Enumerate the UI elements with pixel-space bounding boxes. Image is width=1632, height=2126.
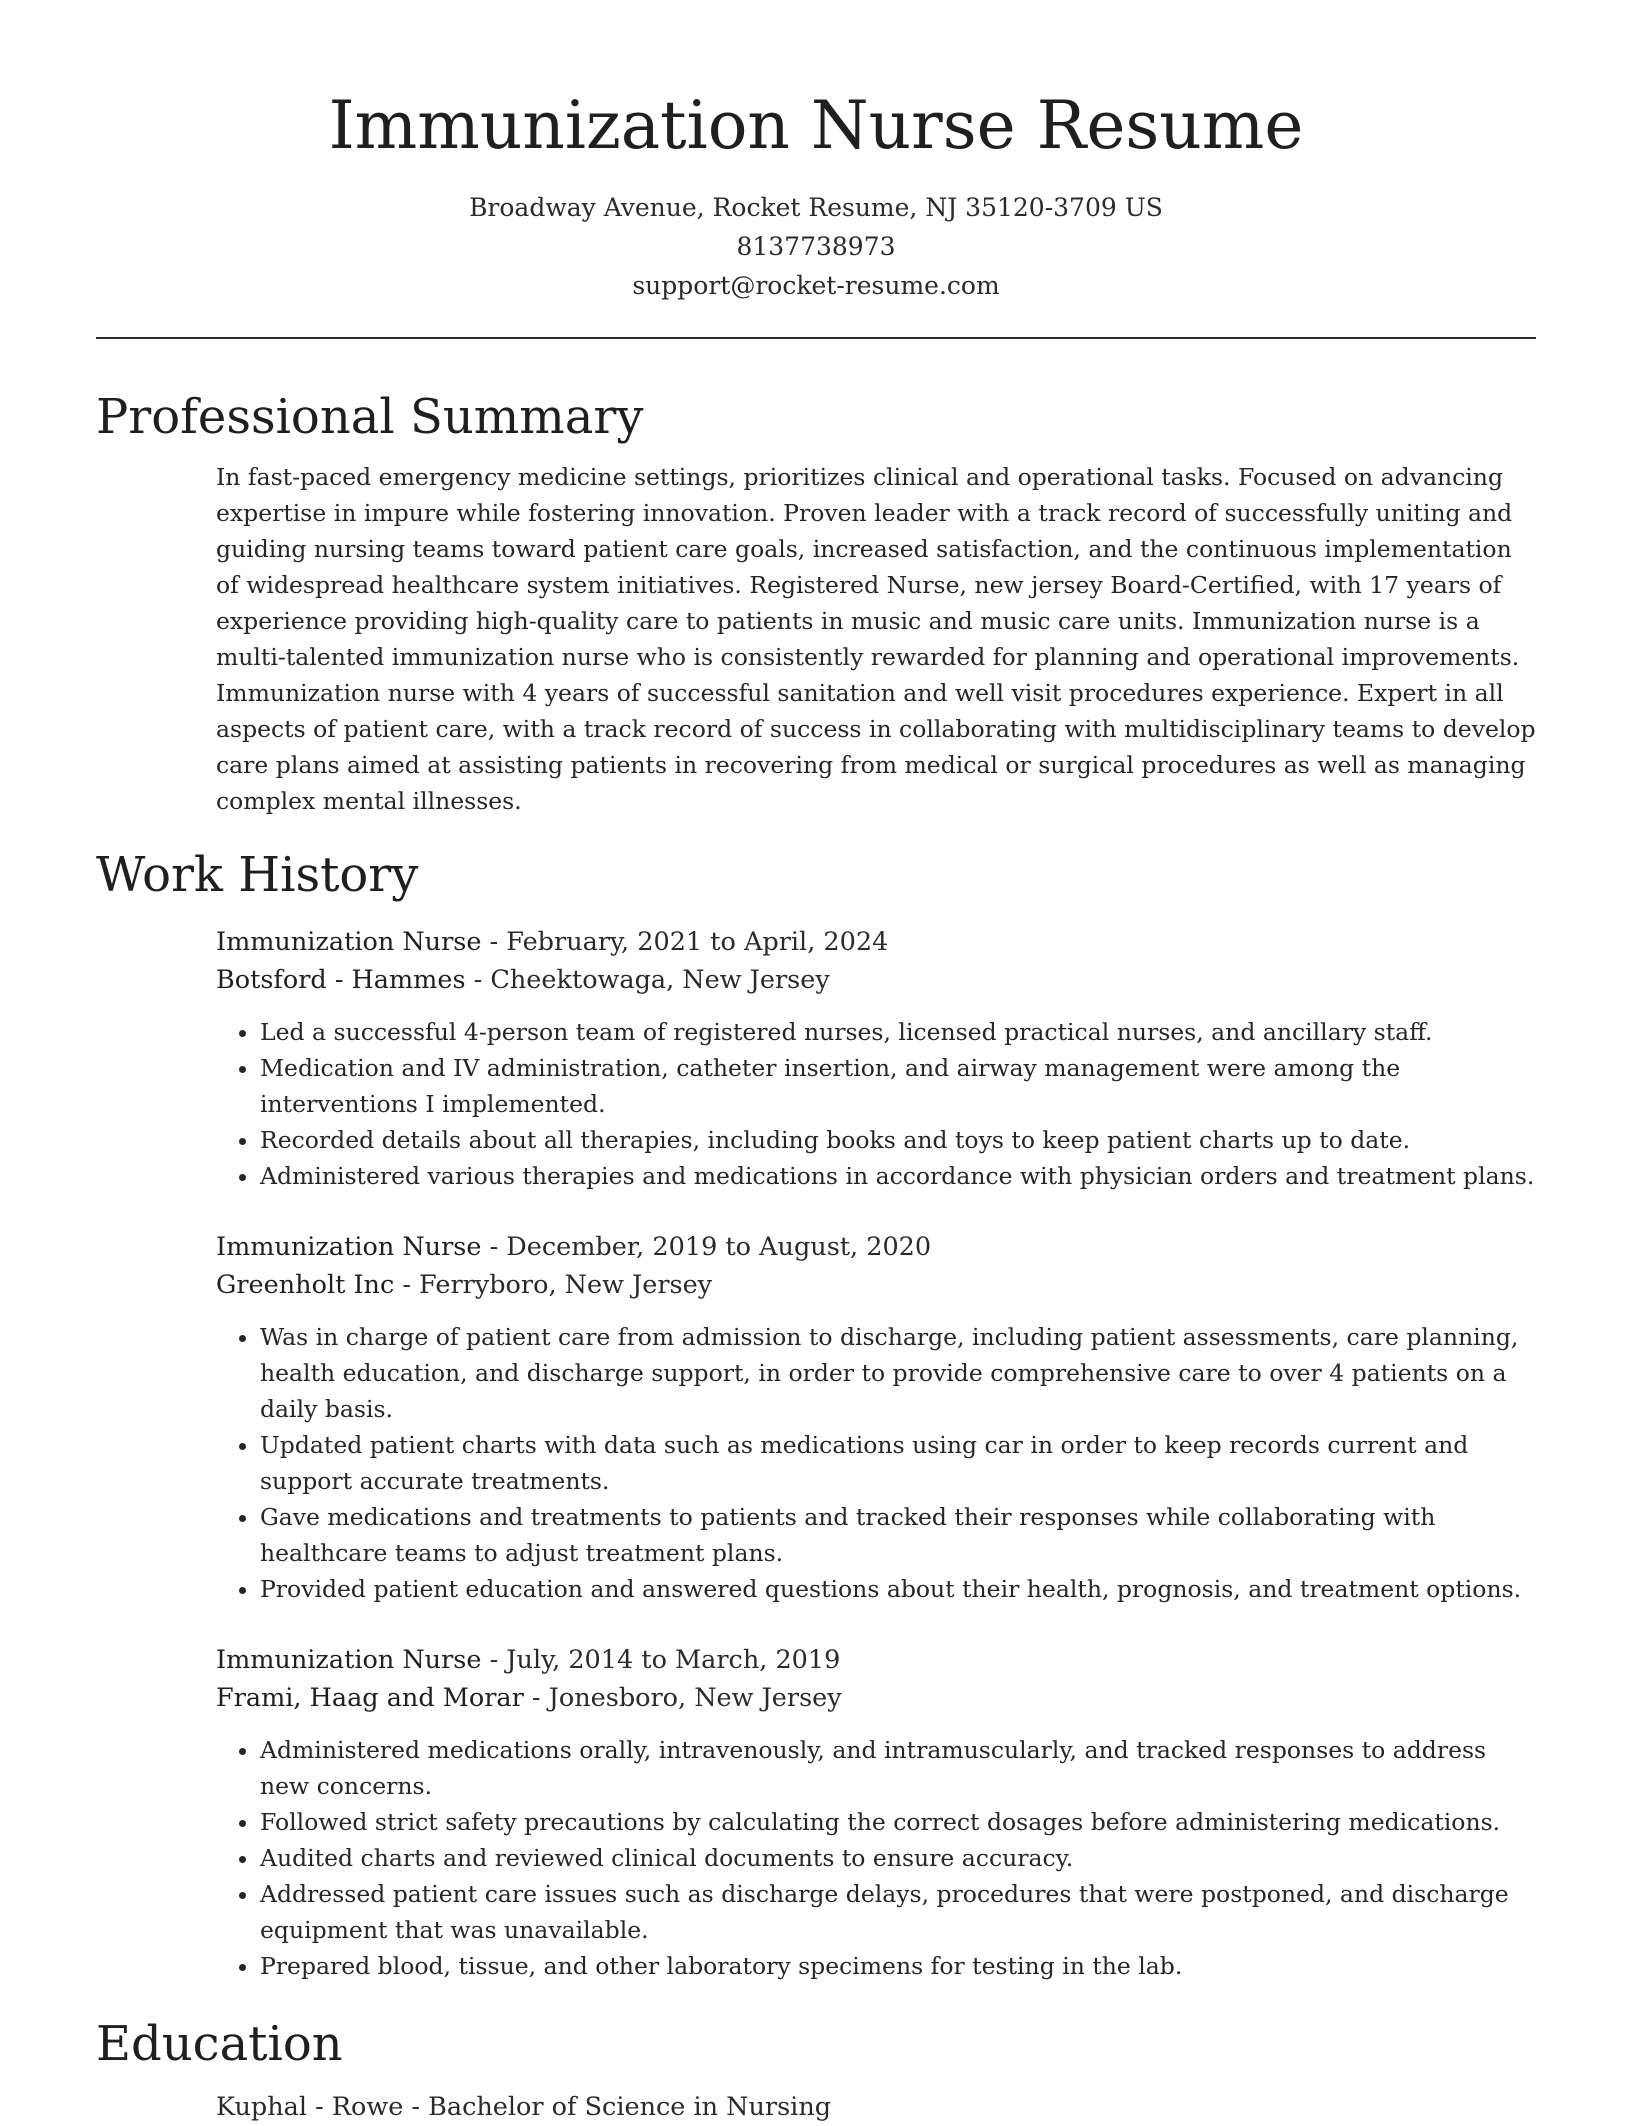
- job-company-line: [216, 961, 1536, 999]
- job-dates: - February, 2021 to April, 2024: [481, 927, 889, 957]
- contact-phone: 8137738973: [736, 232, 896, 261]
- job-entry-1: [216, 923, 1536, 1194]
- job-bullet: • Updated patient charts with data such as medications using car in order to keep records current and support accurate treatments.: [260, 1427, 1536, 1499]
- education-heading: Education: [96, 2016, 343, 2072]
- job-bullet: • Prepared blood, tissue, and other laboratory specimens for testing in the lab.: [260, 1948, 1536, 1984]
- job-title: Immunization Nurse: [216, 927, 482, 957]
- job-company-line: [216, 1679, 1536, 1717]
- job-dates: - July, 2014 to March, 2019: [481, 1645, 841, 1675]
- job-bullet: • Gave medications and treatments to patients and tracked their responses while collaborating with healthcare teams to adjust treatment plans.: [260, 1499, 1536, 1571]
- summary-text: In fast-paced emergency medicine settings, prioritizes clinical and operational tasks. Focused on advancing expertise in impure while fostering innovation. Proven leader with a track record of successfully uniting and guiding nursing teams toward patient care goals, increased satisfaction, and the continuous implementation of widespread healthcare system initiatives. Registered Nurse, new jersey Board-Certified, with 17 years of experience providing high-quality care to patients in music and music care units. Immunization nurse is a multi-talented immunization nurse who is consistently rewarded for planning and operational improvements. Immunization nurse with 4 years of successful sanitation and well visit procedures experience. Expert in all aspects of patient care, with a track record of success in collaborating with multidisciplinary teams to develop care plans aimed at assisting patients in recovering from medical or surgical procedures as well as managing complex mental illnesses.: [216, 463, 1536, 815]
- job-bullet-list: [216, 1732, 1536, 1984]
- job-bullet-list: [216, 1014, 1536, 1194]
- summary-heading: Professional Summary: [96, 389, 644, 445]
- contact-block: [96, 188, 1536, 305]
- job-bullet: • Addressed patient care issues such as discharge delays, procedures that were postponed, and discharge equipment that was unavailable.: [260, 1876, 1536, 1948]
- work-history-heading: Work History: [96, 847, 419, 903]
- job-bullet: • Recorded details about all therapies, including books and toys to keep patient charts up to date.: [260, 1122, 1536, 1158]
- job-title: Immunization Nurse: [216, 1232, 482, 1262]
- job-entry-2: [216, 1228, 1536, 1607]
- contact-email: support@rocket-resume.com: [632, 271, 1000, 300]
- job-title-line: [216, 923, 1536, 961]
- job-bullet: • Was in charge of patient care from admission to discharge, including patient assessments, care planning, health education, and discharge support, in order to provide comprehensive care to over 4 patients on a daily basis.: [260, 1319, 1536, 1427]
- header-divider: [96, 337, 1536, 339]
- job-bullet-list: [216, 1319, 1536, 1607]
- job-title-line: [216, 1641, 1536, 1679]
- job-bullet: • Led a successful 4-person team of registered nurses, licensed practical nurses, and ancillary staff.: [260, 1014, 1536, 1050]
- job-company: Frami, Haag and Morar: [216, 1683, 524, 1713]
- job-bullet: • Administered medications orally, intravenously, and intramuscularly, and tracked responses to address new concerns.: [260, 1732, 1536, 1804]
- job-location: - Ferryboro, New Jersey: [394, 1270, 713, 1300]
- resume-title: Immunization Nurse Resume: [328, 87, 1304, 164]
- job-title-line: [216, 1228, 1536, 1266]
- job-bullet: • Provided patient education and answered questions about their health, prognosis, and treatment options.: [260, 1571, 1536, 1607]
- job-company: Greenholt Inc: [216, 1270, 395, 1300]
- contact-address: Broadway Avenue, Rocket Resume, NJ 35120-3709 US: [469, 193, 1163, 222]
- education-entry: Kuphal - Rowe - Bachelor of Science in Nursing: [216, 2092, 832, 2122]
- job-title: Immunization Nurse: [216, 1645, 482, 1675]
- job-company: Botsford - Hammes: [216, 965, 466, 995]
- job-company-line: [216, 1266, 1536, 1304]
- job-bullet: • Medication and IV administration, catheter insertion, and airway management were among the interventions I implemented.: [260, 1050, 1536, 1122]
- job-bullet: • Audited charts and reviewed clinical documents to ensure accuracy.: [260, 1840, 1536, 1876]
- job-bullet: • Administered various therapies and medications in accordance with physician orders and treatment plans.: [260, 1158, 1536, 1194]
- job-location: - Jonesboro, New Jersey: [523, 1683, 842, 1713]
- job-dates: - December, 2019 to August, 2020: [481, 1232, 932, 1262]
- job-bullet: • Followed strict safety precautions by calculating the correct dosages before administering medications.: [260, 1804, 1536, 1840]
- job-entry-3: [216, 1641, 1536, 1984]
- job-location: - Cheektowaga, New Jersey: [465, 965, 830, 995]
